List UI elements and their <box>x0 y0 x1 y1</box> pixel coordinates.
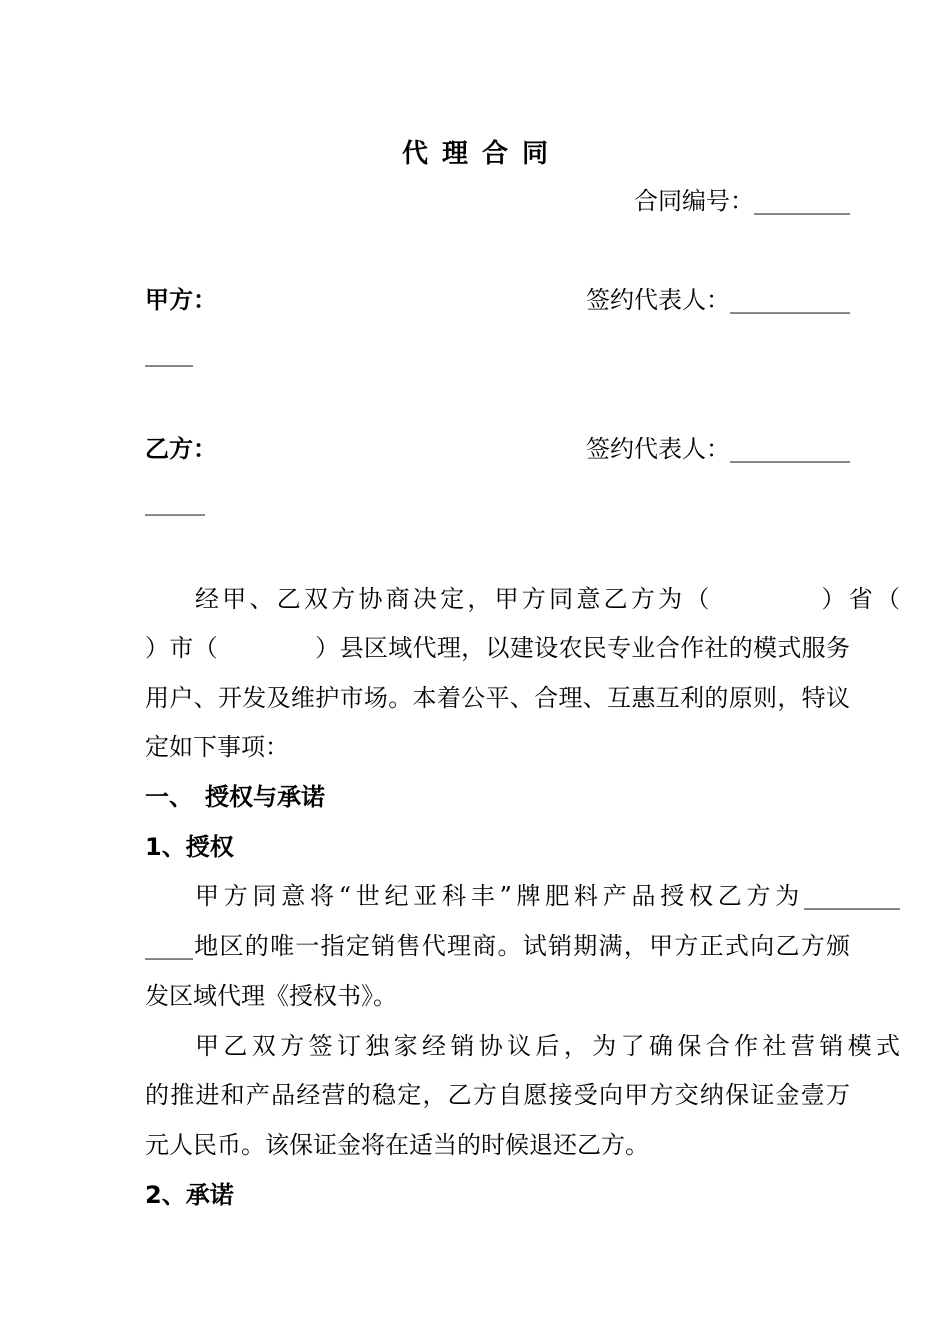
auth-para2-line-3: 元人民币。该保证金将在适当的时候退还乙方。 <box>145 1131 649 1159</box>
auth-para2-line-2: 的推进和产品经营的稳定，乙方自愿接受向甲方交纳保证金壹万 <box>145 1081 850 1109</box>
party-a-line <box>145 285 850 315</box>
party-b-line <box>145 434 850 464</box>
party-b-rep-label: 签约代表人： <box>586 435 730 463</box>
party-b-rep-blank: __________ <box>730 435 850 463</box>
party-b-rep <box>586 434 850 464</box>
auth-para2-line-1: 甲乙双方签订独家经销协议后，为了确保合作社营销模式 <box>195 1032 900 1060</box>
subsection-2-heading: 2、承诺 <box>145 1181 234 1209</box>
party-a-rep-blank-cont: ____ <box>145 339 193 367</box>
contract-number-line <box>145 186 850 216</box>
subsection-1-heading: 1、授权 <box>145 833 234 861</box>
page-title: 代理合同 <box>401 139 562 169</box>
party-a-rep-blank: __________ <box>730 286 850 314</box>
intro-line-4: 定如下事项： <box>145 733 289 761</box>
contract-number-blank: ________ <box>754 187 850 215</box>
section-1-heading: 一、 授权与承诺 <box>145 783 325 811</box>
party-b-label: 乙方： <box>145 435 217 463</box>
party-b-rep-blank-cont: _____ <box>145 488 205 516</box>
party-a-label: 甲方： <box>145 286 217 314</box>
auth-para1-line-1: 甲方同意将“世纪亚科丰”牌肥料产品授权乙方为________ <box>195 882 900 910</box>
intro-line-3: 用户、开发及维护市场。本着公平、合理、互惠互利的原则，特议 <box>145 684 850 712</box>
party-a-rep <box>586 285 850 315</box>
auth-para1-line-2: ____地区的唯一指定销售代理商。试销期满，甲方正式向乙方颁 <box>145 932 850 960</box>
contract-number-label: 合同编号： <box>634 187 754 215</box>
auth-para1-line-3: 发区域代理《授权书》。 <box>145 982 397 1010</box>
intro-line-2: ）市（ ）县区域代理，以建设农民专业合作社的模式服务 <box>145 634 850 662</box>
intro-line-1: 经甲、乙双方协商决定，甲方同意乙方为（ ）省（ <box>195 585 900 613</box>
party-a-rep-label: 签约代表人： <box>586 286 730 314</box>
